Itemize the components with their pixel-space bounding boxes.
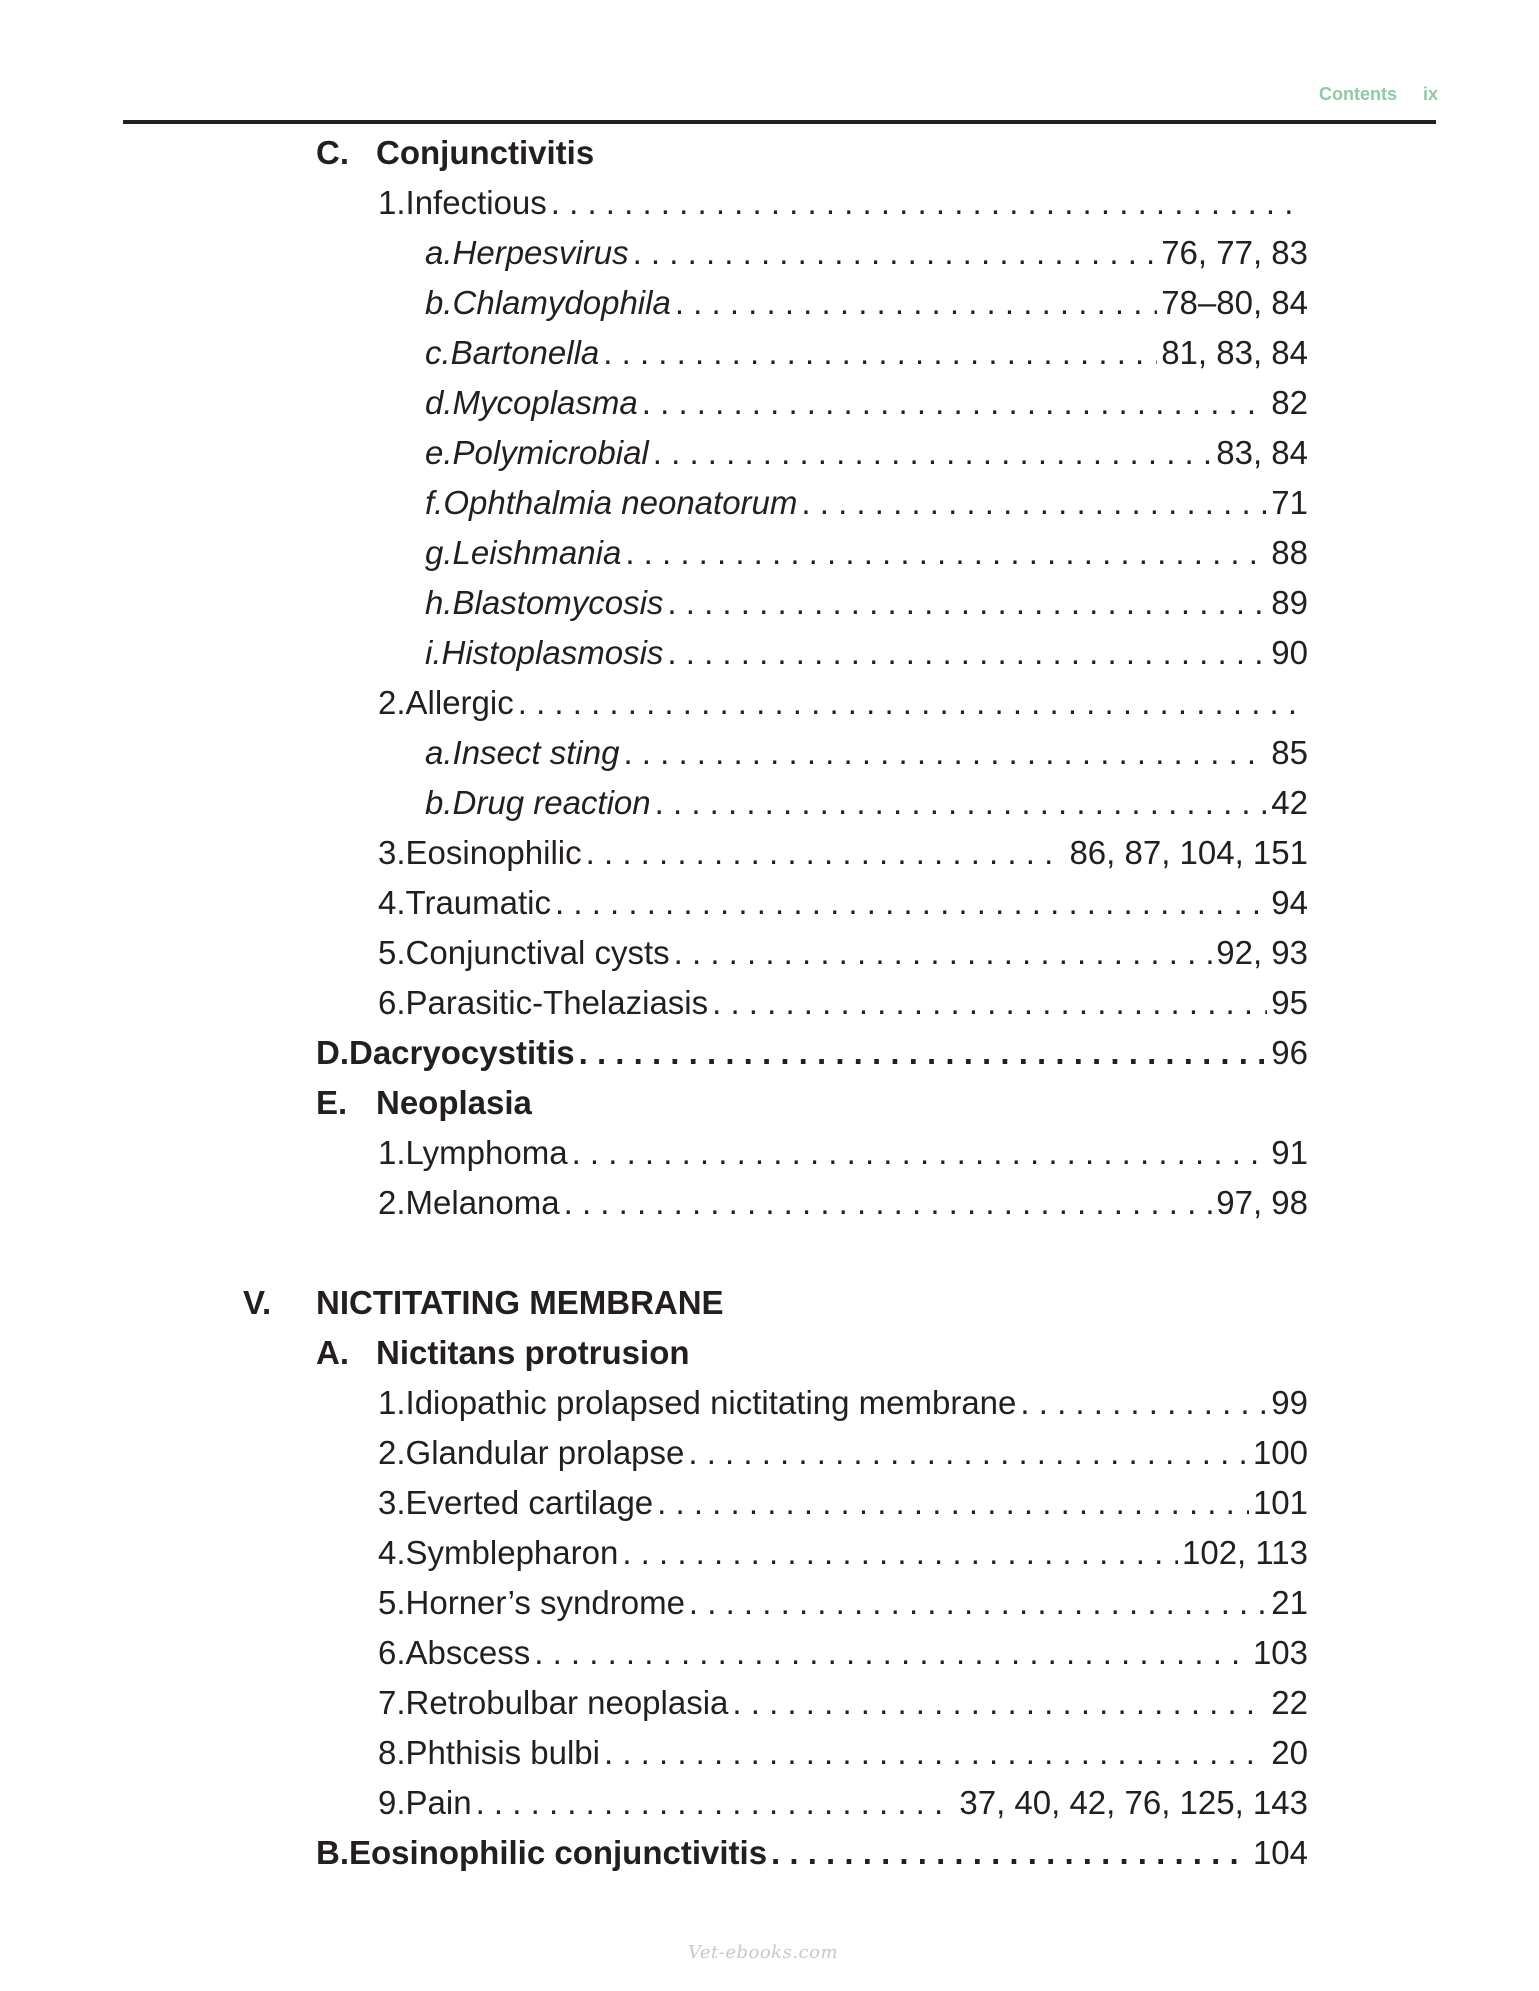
toc-entry-pages: 85 [1271, 734, 1308, 771]
toc-heading-number: C. [316, 134, 349, 171]
toc-entry-pages: 91 [1271, 1134, 1308, 1171]
toc-entry-label: Insect sting [452, 734, 620, 771]
toc-entry-label: Mycoplasma [452, 384, 638, 421]
toc-entry-pages: 99 [1271, 1384, 1308, 1421]
toc-dot-leader [689, 1582, 1267, 1624]
toc-dot-leader [564, 1182, 1213, 1224]
toc-entry-eosinophilic[interactable] [378, 832, 1308, 874]
toc-entry-label: Idiopathic prolapsed nictitating membrane [405, 1384, 1017, 1421]
toc-dot-leader [622, 1532, 1178, 1574]
toc-entry-number: d. [425, 384, 453, 421]
toc-entry-pages: 21 [1271, 1584, 1308, 1621]
toc-entry-pages: 92, 93 [1216, 934, 1308, 971]
toc-entry-number: D. [316, 1034, 349, 1071]
toc-entry-number: 4. [378, 884, 406, 921]
toc-entry-bartonella[interactable] [425, 332, 1308, 374]
toc-entry-abscess[interactable] [378, 1632, 1308, 1674]
toc-entry-label: Histoplasmosis [441, 634, 664, 671]
toc-entry-pages: 90 [1271, 634, 1308, 671]
toc-dot-leader [667, 632, 1267, 674]
toc-entry-conjunctival-cysts[interactable] [378, 932, 1308, 974]
toc-entry-pages: 95 [1271, 984, 1308, 1021]
toc-entry-number: 3. [378, 834, 406, 871]
toc-entry-allergic[interactable] [378, 682, 1298, 724]
toc-entry-number: 2. [378, 684, 406, 721]
toc-dot-leader [1020, 1382, 1267, 1424]
toc-entry-pain[interactable] [378, 1782, 1308, 1824]
toc-entry-label: Conjunctival cysts [405, 934, 670, 971]
toc-entry-label: Melanoma [405, 1184, 560, 1221]
toc-entry-pages: 37, 40, 42, 76, 125, 143 [959, 1784, 1308, 1821]
toc-entry-number: i. [425, 634, 442, 671]
toc-dot-leader [555, 882, 1267, 924]
toc-entry-traumatic[interactable] [378, 882, 1308, 924]
toc-chapter-number: V. [243, 1284, 272, 1321]
toc-entry-number: g. [425, 534, 453, 571]
toc-entry-number: 1. [378, 1134, 406, 1171]
toc-dot-leader [623, 732, 1267, 774]
toc-entry-pages: 101 [1252, 1484, 1308, 1521]
toc-heading-c [316, 132, 594, 174]
toc-entry-pages: 86, 87, 104, 151 [1069, 834, 1308, 871]
toc-entry-pages: 83, 84 [1216, 434, 1308, 471]
toc-entry-label: Phthisis bulbi [405, 1734, 600, 1771]
toc-entry-phthisis-bulbi[interactable] [378, 1732, 1308, 1774]
toc-entry-label: Polymicrobial [452, 434, 649, 471]
toc-entry-pages: 96 [1271, 1034, 1308, 1071]
toc-entry-pages: 78–80, 84 [1161, 284, 1308, 321]
toc-entry-histoplasmosis[interactable] [425, 632, 1308, 674]
toc-entry-idiopathic-prolapse[interactable] [378, 1382, 1308, 1424]
toc-heading-nictitans-protrusion [316, 1332, 690, 1374]
toc-entry-pages: 97, 98 [1216, 1184, 1308, 1221]
toc-entry-label: Drug reaction [452, 784, 651, 821]
toc-entry-parasitic-thelaziasis[interactable] [378, 982, 1308, 1024]
toc-entry-number: B. [316, 1834, 349, 1871]
toc-entry-number: 7. [378, 1684, 406, 1721]
toc-dot-leader [732, 1682, 1267, 1724]
toc-entry-label: Pain [405, 1784, 472, 1821]
toc-heading-title: Conjunctivitis [376, 134, 595, 171]
toc-dot-leader [586, 832, 1066, 874]
running-head-section: Contents [1318, 84, 1397, 104]
toc-entry-pages: 22 [1271, 1684, 1308, 1721]
toc-entry-number: 5. [378, 934, 406, 971]
toc-entry-pages: 94 [1271, 884, 1308, 921]
toc-entry-pages: 71 [1271, 484, 1308, 521]
toc-entry-label: Lymphoma [405, 1134, 568, 1171]
toc-entry-infectious[interactable] [378, 182, 1298, 224]
toc-entry-number: h. [425, 584, 453, 621]
toc-entry-label: Horner’s syndrome [405, 1584, 685, 1621]
toc-entry-number: a. [425, 734, 453, 771]
toc-entry-number: e. [425, 434, 453, 471]
toc-entry-blastomycosis[interactable] [425, 582, 1308, 624]
toc-entry-horners-syndrome[interactable] [378, 1582, 1308, 1624]
toc-entry-label: Abscess [405, 1634, 531, 1671]
toc-entry-herpesvirus[interactable] [425, 232, 1308, 274]
toc-dot-leader [655, 782, 1268, 824]
toc-entry-dacryocystitis[interactable] [316, 1032, 1308, 1074]
toc-entry-melanoma[interactable] [378, 1182, 1308, 1224]
toc-entry-pages: 20 [1271, 1734, 1308, 1771]
toc-entry-label: Bartonella [450, 334, 600, 371]
toc-entry-number: 1. [378, 1384, 406, 1421]
toc-entry-number: 8. [378, 1734, 406, 1771]
toc-entry-number: 6. [378, 1634, 406, 1671]
toc-entry-ophthalmia-neonatorum[interactable] [425, 482, 1308, 524]
toc-entry-pages: 76, 77, 83 [1161, 234, 1308, 271]
toc-entry-number: c. [425, 334, 451, 371]
toc-entry-number: f. [425, 484, 444, 521]
toc-entry-label: Dacryocystitis [349, 1034, 575, 1071]
toc-entry-everted-cartilage[interactable] [378, 1482, 1308, 1524]
toc-dot-leader [579, 1032, 1268, 1074]
toc-dot-leader [667, 582, 1267, 624]
toc-entry-number: 2. [378, 1184, 406, 1221]
toc-chapter-v [243, 1282, 724, 1324]
toc-entry-pages: 100 [1252, 1434, 1308, 1471]
toc-entry-number: 3. [378, 1484, 406, 1521]
toc-entry-number: a. [425, 234, 453, 271]
toc-entry-insect-sting[interactable] [425, 732, 1308, 774]
toc-entry-pages: 103 [1252, 1634, 1308, 1671]
toc-dot-leader [603, 332, 1157, 374]
toc-dot-leader [688, 1432, 1249, 1474]
toc-dot-leader [625, 532, 1267, 574]
toc-entry-number: b. [425, 784, 453, 821]
toc-chapter-title: NICTITATING MEMBRANE [316, 1284, 724, 1321]
toc-entry-number: 5. [378, 1584, 406, 1621]
toc-heading-number: E. [316, 1084, 348, 1121]
toc-entry-symblepharon[interactable] [378, 1532, 1308, 1574]
toc-heading-title: Nictitans protrusion [376, 1334, 690, 1371]
toc-entry-drug-reaction[interactable] [425, 782, 1308, 824]
toc-entry-pages: 82 [1271, 384, 1308, 421]
toc-entry-eosinophilic-conjunctivitis[interactable] [316, 1832, 1308, 1874]
toc-entry-glandular-prolapse[interactable] [378, 1432, 1308, 1474]
toc-dot-leader [534, 1632, 1249, 1674]
toc-dot-leader [653, 432, 1212, 474]
toc-entry-label: Retrobulbar neoplasia [405, 1684, 729, 1721]
toc-entry-label: Glandular prolapse [405, 1434, 685, 1471]
toc-heading-e [316, 1082, 532, 1124]
toc-dot-leader [674, 932, 1213, 974]
toc-dot-leader [518, 682, 1294, 724]
toc-entry-pages: 42 [1271, 784, 1308, 821]
toc-dot-leader [551, 182, 1294, 224]
toc-entry-lymphoma[interactable] [378, 1132, 1308, 1174]
toc-entry-label: Parasitic-Thelaziasis [405, 984, 709, 1021]
toc-dot-leader [801, 482, 1267, 524]
toc-heading-number: A. [316, 1334, 349, 1371]
toc-entry-polymicrobial[interactable] [425, 432, 1308, 474]
toc-entry-leishmania[interactable] [425, 532, 1308, 574]
toc-dot-leader [657, 1482, 1249, 1524]
toc-entry-label: Traumatic [405, 884, 552, 921]
toc-dot-leader [572, 1132, 1268, 1174]
toc-entry-label: Chlamydophila [452, 284, 671, 321]
toc-dot-leader [633, 232, 1158, 274]
toc-dot-leader [771, 1832, 1249, 1874]
toc-entry-label: Ophthalmia neonatorum [443, 484, 798, 521]
toc-dot-leader [476, 1782, 956, 1824]
toc-entry-chlamydophila[interactable] [425, 282, 1308, 324]
toc-entry-retrobulbar-neoplasia[interactable] [378, 1682, 1308, 1724]
toc-entry-pages: 104 [1252, 1834, 1308, 1871]
toc-entry-mycoplasma[interactable] [425, 382, 1308, 424]
toc-entry-number: 4. [378, 1534, 406, 1571]
toc-entry-number: 2. [378, 1434, 406, 1471]
running-head-page-number: ix [1422, 84, 1438, 104]
toc-dot-leader [712, 982, 1267, 1024]
toc-entry-pages: 81, 83, 84 [1161, 334, 1308, 371]
toc-entry-label: Everted cartilage [405, 1484, 654, 1521]
toc-entry-label: Leishmania [452, 534, 622, 571]
toc-entry-pages: 88 [1271, 534, 1308, 571]
toc-entry-label: Symblepharon [405, 1534, 619, 1571]
toc-entry-number: 1. [378, 184, 406, 221]
toc-entry-pages: 89 [1271, 584, 1308, 621]
toc-entry-label: Allergic [405, 684, 514, 721]
toc-dot-leader [675, 282, 1157, 324]
toc-entry-label: Herpesvirus [452, 234, 629, 271]
toc-entry-number: b. [425, 284, 453, 321]
toc-entry-label: Eosinophilic [405, 834, 582, 871]
toc-dot-leader [642, 382, 1268, 424]
toc-entry-number: 9. [378, 1784, 406, 1821]
toc-heading-title: Neoplasia [376, 1084, 532, 1121]
toc-entry-number: 6. [378, 984, 406, 1021]
toc-entry-label: Blastomycosis [452, 584, 664, 621]
toc-dot-leader [604, 1732, 1267, 1774]
watermark: Vet-ebooks.com [688, 1942, 839, 1963]
toc-entry-pages: 102, 113 [1181, 1534, 1308, 1571]
toc-entry-label: Eosinophilic conjunctivitis [349, 1834, 768, 1871]
toc-entry-label: Infectious [405, 184, 547, 221]
